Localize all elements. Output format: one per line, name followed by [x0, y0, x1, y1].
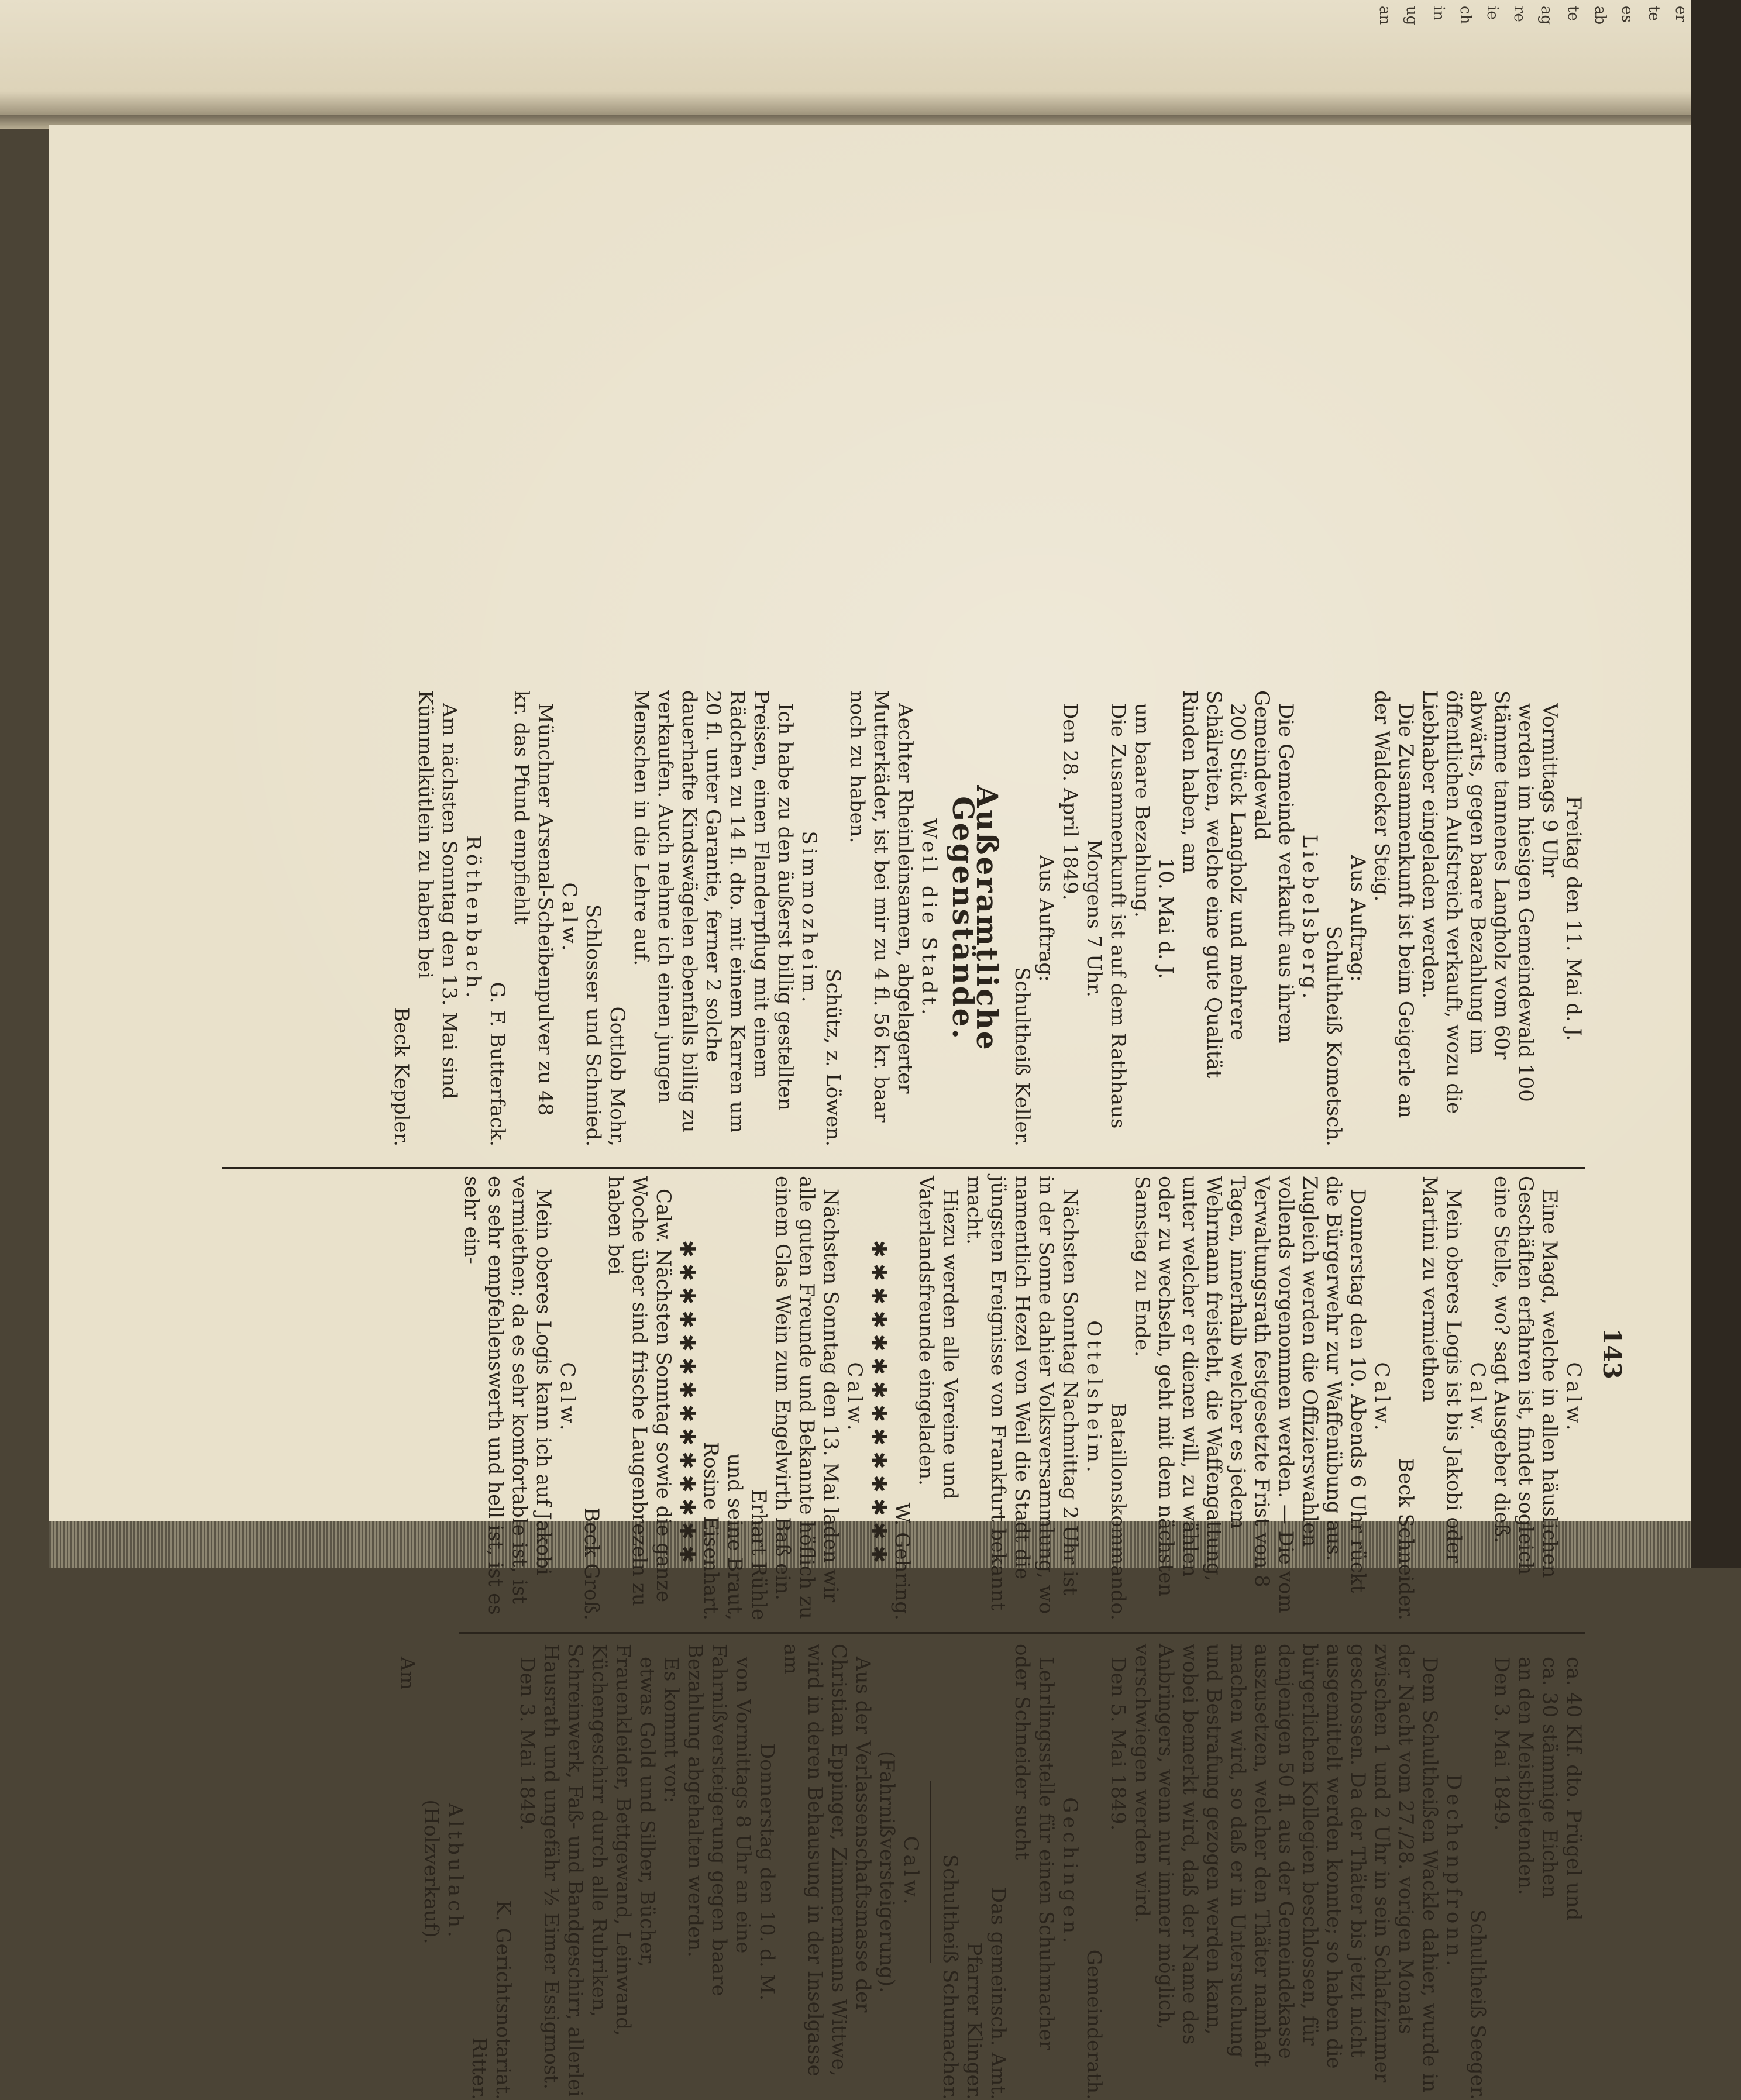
left-column	[389, 690, 1585, 1147]
text-line: Röthenbach.	[462, 835, 485, 1001]
prev-page-fragment: es	[1618, 6, 1636, 23]
text-line: Eine Magd, welche in allen häuslichen Geschäften erfahren ist, findet sogleich eine Stelle, wo? sagt Ausgeber dieß.	[1490, 1176, 1561, 1578]
text-line: um baare Bezahlung.	[1130, 703, 1154, 918]
text-line: ca. 30 stämmige Eichen	[1538, 1657, 1561, 1899]
middle-column	[459, 1176, 1585, 1634]
book-binding	[1691, 0, 1741, 1568]
text-line: werden im hiesigen Gemeindewald 100 Stämme tannenes Langholz vom 60r abwärts, gegen baare Bezahlung im öffentlichen Aufstreich verkauft, wozu die Liebhaber eingeladen werden.	[1418, 690, 1537, 1114]
text-line: Calw.	[843, 1362, 866, 1434]
prev-page-fragment: an	[1376, 6, 1394, 25]
text-line: Donnerstag den 10. Abends 6 Uhr rückt die Bürgerwehr zur Waffenübung aus. Zugleich werden die Offizierswahlen vollends vorgenommen werden. — Die vom Verwaltungsrath festgesetzte Frist von 8 Tagen, innerhalb welcher es jedem Wehrmann freisteht, die Waffengattung, unter welcher er dienen will, zu wählen oder zu wechseln, geht mit dem nächsten Samstag zu Ende.	[1130, 1176, 1370, 1613]
text-line	[930, 1781, 931, 1963]
page-number: 143	[1598, 1328, 1626, 1379]
text-line: ✱✱✱✱✱✱✱✱✱✱✱✱✱✱	[866, 1240, 890, 1569]
text-line: Schultheiß Kometsch.	[1322, 925, 1346, 1147]
text-line: Am nächsten Sonntag den 13. Mai sind Kümmelkütlein zu haben bei	[414, 690, 461, 1099]
text-line: Donnerstag den 10. d. M.	[755, 1743, 779, 2001]
text-line: Schultheiß Schumacher.	[938, 1854, 962, 2100]
text-line: Schultheiß Seeger.	[1466, 1909, 1489, 2100]
text-line: Die Gemeinde verkauft aus ihrem Gemeindewald	[1250, 690, 1298, 1044]
text-line: etwas Gold und Silber, Bücher, Frauenkleider, Bettgewand, Leinwand, Küchengeschirr durch alle Rubriken, Schreinwerk, Faß- und Bandgeschirr, allerlei Hausrath und ungefähr ½ Eimer Essigmost.	[539, 1644, 659, 2097]
text-line: Bataillonskommando.	[1106, 1403, 1130, 1620]
text-line: Lehrlingsstelle für einen Schuhmacher oder Schneider sucht	[1010, 1644, 1058, 2050]
text-line: Den 3. Mai 1849.	[515, 1657, 539, 1831]
text-line: W. Gehring.	[890, 1502, 914, 1620]
page-content-rotated	[211, 690, 1626, 2100]
prev-page-fragment: ch	[1457, 6, 1474, 25]
text-line: Calw.	[1562, 1362, 1585, 1434]
prev-page-fragment: er	[1672, 6, 1690, 22]
text-line: Gottlob Mohr,	[605, 1006, 629, 1147]
text-line: Den 28. April 1849.	[1058, 703, 1082, 901]
text-line: ca. 40 Klf. dto. Prügel und	[1562, 1657, 1585, 1921]
text-line: Nächsten Sonntag den 13. Mai laden wir alle guten Freunde und Bekannte höflich zu einem Glas Wein zum Engelwirth Baß ein.	[771, 1176, 842, 1619]
text-line: Schultheiß Keller.	[1010, 967, 1034, 1147]
text-line: Calw.	[556, 1362, 579, 1434]
text-line: Gechingen.	[1058, 1797, 1082, 1947]
section-heading: Außeramtliche Gegenstände.	[946, 785, 1004, 1052]
text-line: Beck Keppler.	[390, 1007, 413, 1147]
text-line: Dem Schultheißen Wackle dahier, wurde in der Nacht vom 27./28. vorigen Monats zwischen 1 und 2 Uhr in sein Schlafzimmer geschossen. Da der Thäter bis jetzt nicht ausgemittelt werden konnte; so haben die bürgerlichen Kollegien beschlossen, für denjenigen 50 fl. aus der Gemeindekasse auszusetzen, welcher den Thäter namhaft machen wird, so daß er in Untersuchung und Bestrafung gezogen werden kann, wobei bemerkt wird, daß der Name des Anbringers, wenn nur immer möglich, verschwiegen werden wird.	[1130, 1644, 1441, 2093]
text-line: 200 Stück Langholz und mehrere Schälreiten, welche eine gute Qualität Rinden haben, am	[1178, 690, 1250, 1079]
text-line: Morgens 7 Uhr.	[1082, 839, 1106, 997]
prev-page-fragment: re	[1511, 6, 1528, 22]
text-line: Hiezu werden alle Vereine und Vaterlandsfreunde eingeladen.	[914, 1176, 962, 1500]
text-line: Dechenpfronn.	[1442, 1774, 1465, 1970]
text-line: Erhart Rühle	[747, 1489, 770, 1620]
text-line: Liebelsberg.	[1298, 834, 1322, 1003]
text-line: Aus der Verlassenschaftsmasse der Christian Eppinger, Zimmermanns Wittwe, wird in deren Behausung in der Inselgasse am	[779, 1644, 875, 2077]
prev-page-fragment: te	[1564, 6, 1582, 21]
text-line: an den Meistbietenden.	[1514, 1657, 1537, 1895]
text-line: Die Zusammenkunft ist beim Geigerle an der Waldecker Steig.	[1370, 690, 1417, 1118]
text-line: Weil die Stadt.	[917, 818, 941, 1018]
text-line: Münchner Arsenal-Scheibenpulver zu 48 kr. das Pfund empfiehlt	[510, 690, 557, 1116]
text-line: Beck Schneider.	[1394, 1458, 1417, 1620]
middle-column-body	[459, 1176, 1585, 1620]
text-line: K. Gerichtsnotariat.	[491, 1900, 515, 2100]
text-line: ✱✱✱✱✱✱✱✱✱✱✱✱✱✱	[675, 1240, 699, 1569]
text-line: Vormittags 9 Uhr	[1538, 703, 1561, 878]
text-line: Gemeinderath.	[1082, 1949, 1106, 2100]
prev-page-fragment: te	[1645, 6, 1663, 21]
text-line: und seine Braut,	[723, 1453, 746, 1620]
text-line: Mein oberes Logis ist bis Jakobi oder Martini zu vermiethen	[1418, 1176, 1465, 1564]
text-line: Rosine Eisenhart.	[699, 1441, 722, 1620]
right-column-body	[395, 1644, 1585, 2100]
text-line: Calw.	[1370, 1362, 1394, 1434]
text-line: (Fahrnißversteigerung).	[875, 1751, 899, 1993]
text-line: Mein oberes Logis kann ich auf Jakobi vermiethen; da es sehr komfortable ist, ist es sehr empfehlenswerth und hell ist, ist es sehr ein-	[460, 1176, 555, 1615]
prev-page-fragment: in	[1430, 6, 1447, 21]
text-line: Nächsten Sonntag Nachmittag 2 Uhr ist in der Sonne dahier Volksversammlung, wo namentlich Hezel von Weil die Stadt die jüngsten Ereignisse von Frankfurt bekannt macht.	[962, 1176, 1082, 1614]
previous-page-edge	[0, 0, 1693, 117]
text-line: Schütz, z. Löwen.	[821, 969, 845, 1147]
prev-page-fragment: ag	[1537, 6, 1555, 25]
text-line: Es kommt vor:	[659, 1657, 683, 1803]
text-line: Calw.	[1466, 1362, 1489, 1434]
text-line: Den 3. Mai 1849.	[1490, 1657, 1513, 1831]
right-column	[395, 1644, 1585, 2100]
left-column-top	[1010, 690, 1585, 1147]
text-line: G. F. Butterfack.	[486, 982, 509, 1147]
text-line: (Holzverkauf).	[419, 1799, 443, 1944]
text-line: Aus Auftrag:	[1346, 855, 1370, 982]
text-line: von Vormittags 8 Uhr an eine Fahrnißversteigerung gegen baare Bezahlung abgehalten werden.	[683, 1644, 755, 1996]
text-line: Pfarrer Klinger.	[962, 1942, 986, 2100]
text-line: Den 5. Mai 1849.	[1106, 1657, 1130, 1831]
text-line: Ottelsheim.	[1082, 1320, 1106, 1476]
text-line: Beck Groß.	[580, 1507, 603, 1620]
text-line: Calw.	[899, 1836, 923, 1908]
text-line: Das gemeinsch. Amt.	[986, 1886, 1010, 2100]
prev-page-fragment: ie	[1484, 6, 1501, 20]
prev-page-fragment: ab	[1591, 6, 1609, 25]
prev-page-fragment: ug	[1403, 6, 1420, 26]
text-line: Calw.	[558, 882, 581, 955]
column-divider	[222, 1167, 1585, 1169]
text-line: Freitag den 11. Mai d. J.	[1562, 796, 1585, 1041]
left-column-bottom	[389, 690, 941, 1147]
text-line: Die Zusammenkunft ist auf dem Rathhaus	[1106, 703, 1130, 1129]
text-line: Aus Auftrag:	[1034, 855, 1058, 982]
text-line: 10. Mai d. J.	[1154, 858, 1178, 979]
text-line: Ich habe zu den äußerst billig gestellten Preisen, einen Flanderpflug mit einem Rädchen zu 14 fl. dto. mit einem Karren um 20 fl. unter Garantie, ferner 2 solche dauerhafte Kindswägelen ebenfalls billig zu verkaufen. Auch nehme ich einen jungen Menschen in die Lehre auf.	[629, 690, 797, 1133]
text-line: Ritter.	[467, 2037, 491, 2100]
previous-page-fragments	[0, 0, 1691, 117]
text-line: Schlosser und Schmied.	[582, 904, 605, 1147]
text-line: Simmozheim.	[797, 831, 821, 1006]
text-line: Aechter Rheinleinsamen, abgelagerter Mutterkäder, ist bei mir zu 4 fl. 56 kr. baar noch zu haben.	[845, 690, 917, 1123]
text-line: Am	[395, 1657, 419, 1690]
text-line: Altbulach.	[443, 1803, 467, 1941]
text-line: Calw. Nächsten Sonntag sowie die ganze Woche über sind frische Laugenbrezeln zu haben bei	[604, 1176, 675, 1606]
